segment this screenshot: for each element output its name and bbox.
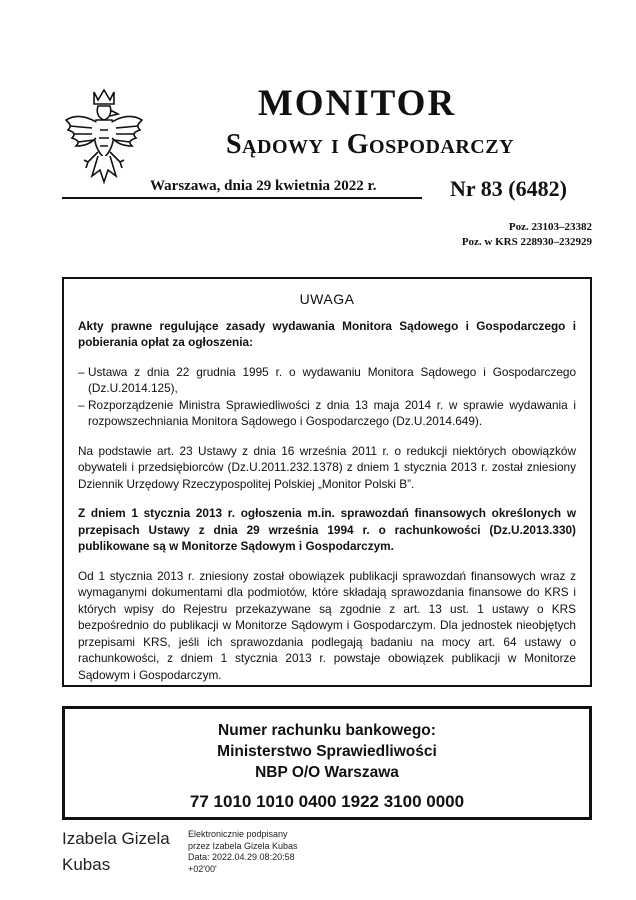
notice-paragraph: Na podstawie art. 23 Ustawy z dnia 16 września 2011 r. o redukcji niektórych obowiązków obywateli i przedsiębiorców (Dz.U.2011.232.1378) z dniem 1 stycznia 2013 r. został zniesiony Dziennik Urzędowy Rzeczypospolitej Polskiej „Monitor Polski B”. <box>78 443 576 491</box>
notice-box <box>62 277 592 687</box>
notice-heading: UWAGA <box>299 291 355 307</box>
issue-number: Nr 83 (6482) <box>450 176 567 201</box>
signature-meta-line: Elektronicznie podpisany <box>188 829 288 839</box>
list-item: – Rozporządzenie Ministra Sprawiedliwości z dnia 13 maja 2014 r. w sprawie wydawania i rozpowszechniania Monitora Sądowego i Gospodarczego (Dz.U.2014.649). <box>78 397 576 428</box>
signature-meta-line: +02'00' <box>188 863 217 874</box>
notice-paragraph: Od 1 stycznia 2013 r. zniesiony został obowiązek publikacji sprawozdań finansowych wraz z wymaganymi dokumentami dla podmiotów, które składają sprawozdania finansowe do KRS i których wpisy do Rejestru przekazywane są zgodnie z art. 13 ust. 1 ustawy o KRS bezpośrednio do publikacji w Monitorze Sądowym i Gospodarczym. Dla jednostek nieobjętych przepisami KRS, jeśli ich sprawozdania podlegają badaniu na mocy art. 64 ustawy o rachunkowości, z dniem 1 stycznia 2013 r. powstaje obowiązek publikacji w Monitorze Sądowym i Gospodarczym. <box>78 568 576 682</box>
signer-name-line: Izabela Gizela <box>62 829 170 848</box>
account-owner: Ministerstwo Sprawiedliwości <box>217 743 437 760</box>
masthead-subtitle: Sądowy i Gospodarczy <box>225 129 515 160</box>
krs-positions-range: Poz. w KRS 228930–232929 <box>461 236 592 248</box>
signature-meta-line: przez Izabela Gizela Kubas <box>188 840 298 851</box>
legal-acts-list <box>78 364 576 430</box>
account-number: 77 1010 1010 0400 1922 3100 0000 <box>189 792 465 811</box>
bank-account-heading: Numer rachunku bankowego: <box>218 722 436 739</box>
signature-meta-line: Data: 2022.04.29 08:20:58 <box>188 852 295 862</box>
legal-acts-intro: Akty prawne regulujące zasady wydawania Monitora Sądowego i Gospodarczego i pobierania opłat za ogłoszenia: <box>78 318 576 349</box>
signer-name <box>62 826 170 878</box>
bank-account-box <box>62 706 592 820</box>
notice-paragraph-bold: Z dniem 1 stycznia 2013 r. ogłoszenia m.in. sprawozdań finansowych określonych w przepisach Ustawy z dnia 29 września 1994 r. o rachunkowości (Dz.U.2013.330) publikowane są w Monitorze Sądowym i Gospodarczym. <box>78 506 576 553</box>
bank-name: NBP O/O Warszawa <box>255 764 399 781</box>
signature-metadata <box>188 829 298 875</box>
issue-date: Warszawa, dnia 29 kwietnia 2022 r. <box>150 178 377 194</box>
white-eagle-emblem-icon <box>62 86 146 190</box>
header-divider <box>62 197 422 199</box>
masthead-title: MONITOR <box>257 83 457 124</box>
list-item: – Ustawa z dnia 22 grudnia 1995 r. o wydawaniu Monitora Sądowego i Gospodarczego (Dz.U.2014.125), <box>78 364 576 395</box>
signer-name-line: Kubas <box>62 855 111 874</box>
positions-range: Poz. 23103–23382 <box>508 221 592 233</box>
